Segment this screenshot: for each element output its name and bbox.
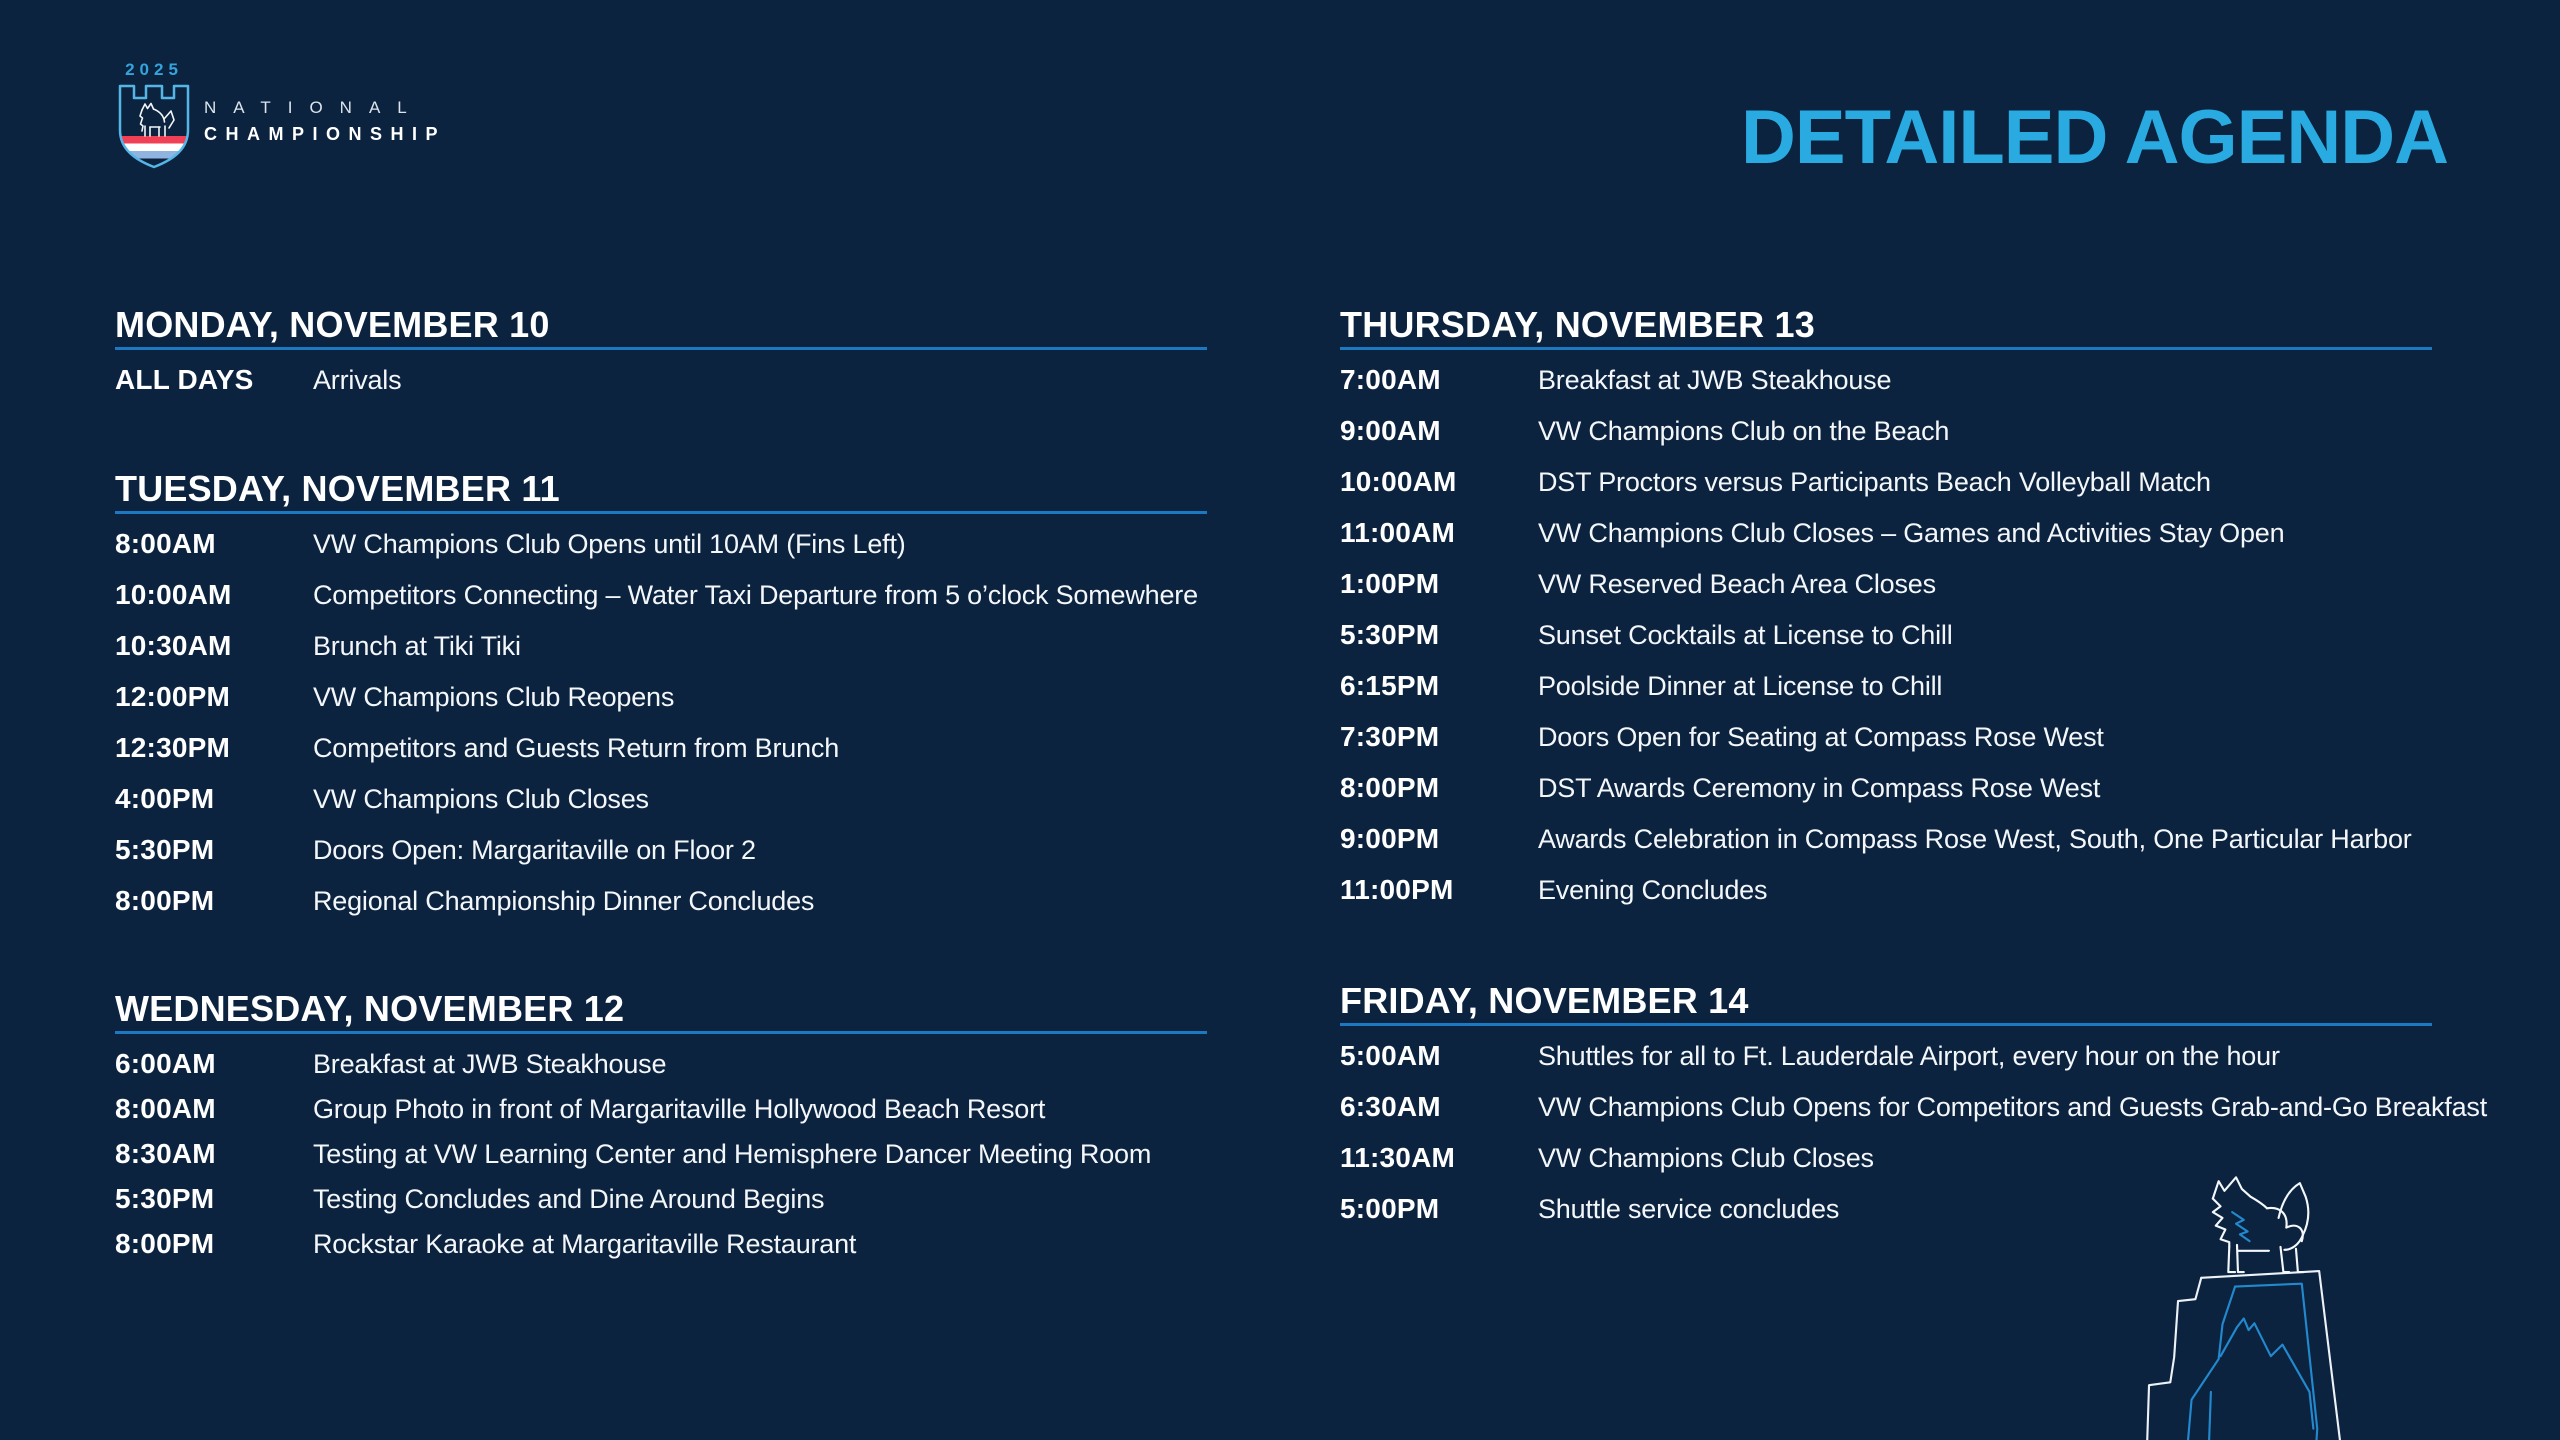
day-section [115,306,1207,414]
agenda-item [1340,567,2432,618]
agenda-item-time: ALL DAYS [115,364,254,395]
agenda-item-time: 8:00AM [115,528,216,559]
agenda-item-time: 8:30AM [115,1138,216,1169]
agenda-item-description: Shuttle service concludes [1538,1194,1840,1224]
day-divider [115,511,1207,514]
agenda-item [115,884,1207,935]
agenda-item-description: Competitors and Guests Return from Brunch [313,733,840,763]
agenda-item [115,680,1207,731]
agenda-item [1340,618,2432,669]
agenda-item-description: VW Champions Club Opens for Competitors and Guests Grab-and-Go Breakfast [1538,1092,2488,1122]
agenda-item-time: 8:00PM [115,885,215,916]
agenda-item-description: Group Photo in front of Margaritaville Hollywood Beach Resort [313,1094,1046,1124]
agenda-item-time: 5:30PM [115,834,215,865]
agenda-item [115,731,1207,782]
agenda-item-description: Testing Concludes and Dine Around Begins [313,1184,825,1214]
agenda-column-right [1340,304,2488,1243]
agenda-item-time: 6:00AM [115,1048,216,1079]
agenda-item-description: VW Champions Club Closes [1538,1143,1874,1173]
agenda-item-description: Evening Concludes [1538,875,1768,905]
agenda-item [1340,516,2432,567]
agenda-item-time: 11:30AM [1340,1142,1456,1173]
agenda-item-description: Competitors Connecting – Water Taxi Departure from 5 o’clock Somewhere [313,580,1198,610]
day-divider [1340,1023,2432,1026]
agenda-item-time: 8:00PM [1340,772,1440,803]
agenda-item [1340,822,2432,873]
page-title: DETAILED AGENDA [1741,95,2448,180]
agenda-column-left [115,306,1207,1272]
agenda-item-time: 11:00PM [1340,874,1454,905]
agenda-item-description: Breakfast at JWB Steakhouse [313,1049,667,1079]
agenda-item-description: VW Champions Club Opens until 10AM (Fins Left) [313,529,906,559]
agenda-item [1340,465,2432,516]
agenda-item-time: 1:00PM [1340,568,1440,599]
day-section [115,990,1207,1272]
day-header: TUESDAY, NOVEMBER 11 [115,468,560,509]
agenda-item [1340,414,2432,465]
agenda-item-description: Brunch at Tiki Tiki [313,631,521,661]
agenda-item [1340,669,2432,720]
agenda-item-description: VW Champions Club on the Beach [1538,416,1950,446]
day-divider [1340,347,2432,350]
agenda-item-time: 9:00AM [1340,415,1441,446]
shield-wolf-icon [116,80,192,170]
agenda-item-description: Poolside Dinner at License to Chill [1538,671,1943,701]
agenda-item-description: Shuttles for all to Ft. Lauderdale Airport, every hour on the hour [1538,1041,2280,1071]
agenda-item [115,1137,1207,1182]
day-header: FRIDAY, NOVEMBER 14 [1340,980,1749,1021]
agenda-item-description: VW Champions Club Closes – Games and Activities Stay Open [1538,518,2285,548]
agenda-item-description: Sunset Cocktails at License to Chill [1538,620,1953,650]
logo-name-line2: CHAMPIONSHIP [204,124,447,144]
day-section [115,470,1207,935]
day-header: MONDAY, NOVEMBER 10 [115,304,550,345]
agenda-item [1340,1039,2432,1090]
agenda-item-description: Doors Open for Seating at Compass Rose West [1538,722,2104,752]
agenda-item [1340,363,2432,414]
agenda-item-time: 8:00AM [115,1093,216,1124]
day-header: THURSDAY, NOVEMBER 13 [1340,304,1815,345]
day-header: WEDNESDAY, NOVEMBER 12 [115,988,625,1029]
agenda-item-description: Testing at VW Learning Center and Hemisphere Dancer Meeting Room [313,1139,1152,1169]
agenda-item-description: VW Champions Club Reopens [313,682,675,712]
agenda-item-time: 10:00AM [1340,466,1457,497]
agenda-item [115,363,1207,414]
agenda-item [115,833,1207,884]
logo-year: 2025 [125,60,183,79]
agenda-item-time: 6:15PM [1340,670,1440,701]
agenda-item-time: 11:00AM [1340,517,1456,548]
agenda-item-description: VW Champions Club Closes [313,784,649,814]
agenda-item-time: 5:00AM [1340,1040,1441,1071]
agenda-item [115,1047,1207,1092]
agenda-item [1340,720,2432,771]
agenda-item-description: Regional Championship Dinner Concludes [313,886,815,916]
agenda-item [115,1092,1207,1137]
agenda-item-time: 12:00PM [115,681,231,712]
agenda-item [115,527,1207,578]
agenda-item-time: 9:00PM [1340,823,1440,854]
day-section [1340,306,2432,924]
day-divider [115,1031,1207,1034]
agenda-item-time: 5:00PM [1340,1193,1440,1224]
agenda-item-time: 8:00PM [115,1228,215,1259]
agenda-item-time: 5:30PM [1340,619,1440,650]
agenda-item [115,629,1207,680]
day-divider [115,347,1207,350]
agenda-item [115,578,1207,629]
agenda-item-description: Rockstar Karaoke at Margaritaville Restaurant [313,1229,857,1259]
agenda-item-time: 6:30AM [1340,1091,1441,1122]
agenda-item-description: Doors Open: Margaritaville on Floor 2 [313,835,756,865]
agenda-item-time: 10:00AM [115,579,232,610]
agenda-item [1340,1090,2488,1141]
agenda-item-description: Arrivals [313,365,402,395]
agenda-item-description: DST Awards Ceremony in Compass Rose West [1538,773,2101,803]
agenda-item-time: 4:00PM [115,783,215,814]
agenda-item-time: 12:30PM [115,732,231,763]
agenda-item [1340,873,2432,924]
agenda-item-time: 7:30PM [1340,721,1440,752]
agenda-item-description: DST Proctors versus Participants Beach Volleyball Match [1538,467,2211,497]
agenda-item-description: Breakfast at JWB Steakhouse [1538,365,1892,395]
agenda-item [115,782,1207,833]
agenda-item [115,1227,1207,1272]
wolf-cliff-illustration [2128,1158,2433,1440]
agenda-item-time: 7:00AM [1340,364,1441,395]
agenda-item [1340,771,2432,822]
agenda-item-time: 5:30PM [115,1183,215,1214]
logo-name-line1: NATIONAL [204,98,424,117]
agenda-item [115,1182,1207,1227]
agenda-item-description: VW Reserved Beach Area Closes [1538,569,1936,599]
agenda-item-time: 10:30AM [115,630,232,661]
agenda-item-description: Awards Celebration in Compass Rose West, South, One Particular Harbor [1538,824,2412,854]
